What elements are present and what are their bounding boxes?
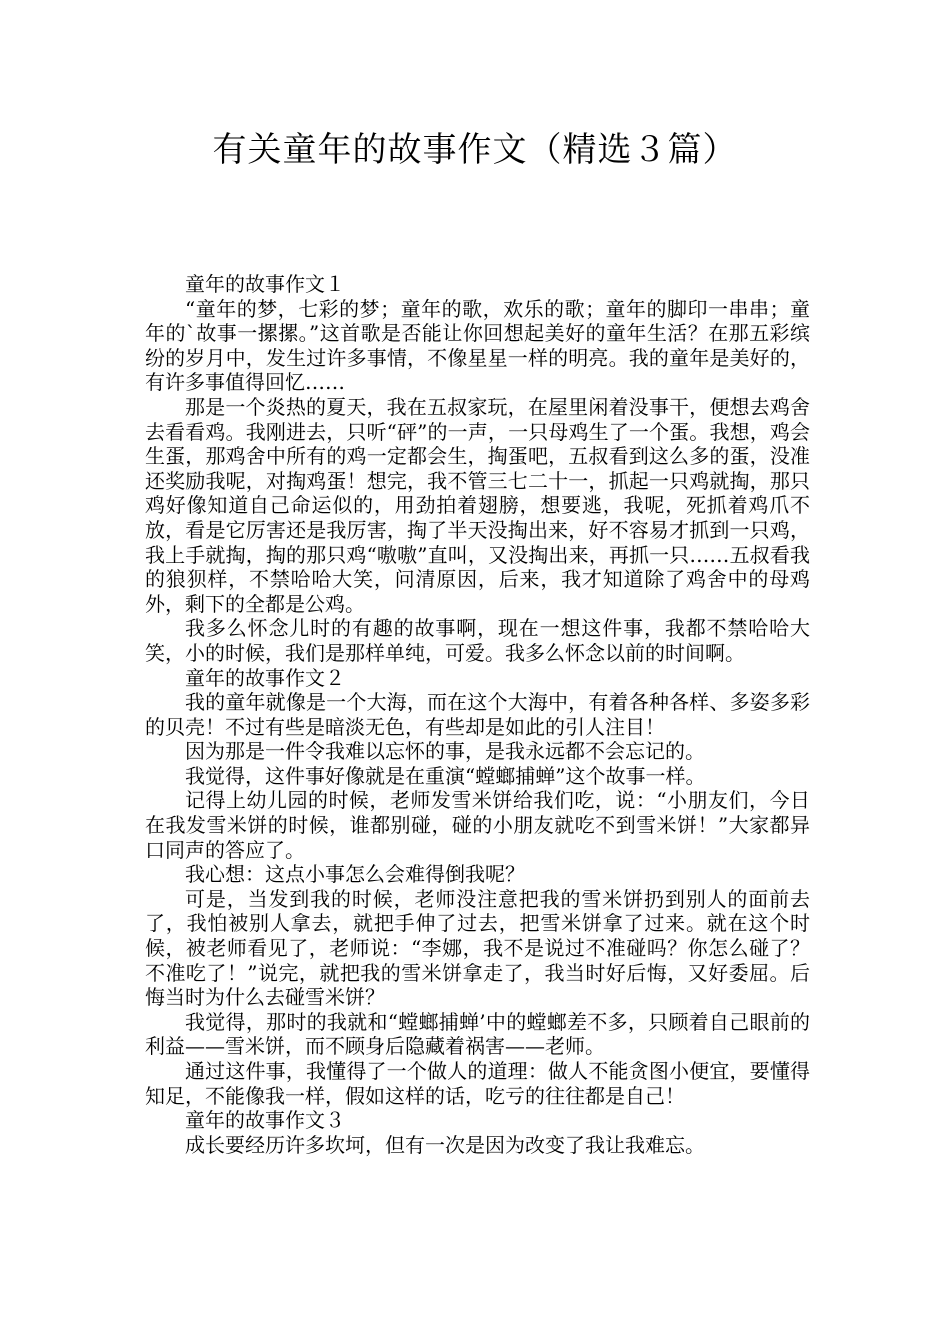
paragraph: 我的童年就像是一个大海，而在这个大海中，有着各种各样、多姿多彩的贝壳！不过有些是暗淡无色，有些却是如此的引人注目！ — [145, 690, 810, 739]
paragraph: 可是，当发到我的时候，老师没注意把我的雪米饼扔到别人的面前去了，我怕被别人拿去，就把手伸了过去，把雪米饼拿了过来。就在这个时候，被老师看见了，老师说：“李娜，我不是说过不准碰吗？你怎么碰了？不准吃了！”说完，就把我的雪米饼拿走了，我当时好后悔，又好委屈。后悔当时为什么去碰雪米饼？ — [145, 886, 810, 1010]
section-heading: 童年的故事作文３ — [185, 1108, 345, 1133]
paragraph: 我觉得，这件事好像就是在重演“螳螂捕蝉”这个故事一样。 — [185, 763, 706, 788]
section-heading: 童年的故事作文１ — [185, 272, 345, 296]
paragraph: 那是一个炎热的夏天，我在五叔家玩，在屋里闲着没事干，便想去鸡舍去看看鸡。我刚进去，只听“砰”的一声，一只母鸡生了一个蛋。我想，鸡会生蛋，那鸡舍中所有的鸡一定都会生，掏蛋吧，五叔看到这么多的蛋，没准还奖励我呢，对掏鸡蛋！想完，我不管三七二十一，抓起一只鸡就掏，那只鸡好像知道自己命运似的，用劲拍着翅膀，想要逃，我呢，死抓着鸡爪不放，看是它厉害还是我厉害，掏了半天没掏出来，好不容易才抓到一只鸡，我上手就掏，掏的那只鸡“嗷嗷”直叫，又没掏出来，再抓一只……五叔看我的狼狈样，不禁哈哈大笑，问清原因，后来，我才知道除了鸡舍中的母鸡外，剩下的全都是公鸡。 — [145, 394, 810, 616]
document-body — [145, 272, 810, 1157]
paragraph: 因为那是一件令我难以忘怀的事，是我永远都不会忘记的。 — [185, 739, 705, 764]
paragraph: 通过这件事，我懂得了一个做人的道理：做人不能贪图小便宜，要懂得知足，不能像我一样，假如这样的话，吃亏的往往都是自己！ — [145, 1059, 810, 1108]
paragraph: 我多么怀念儿时的有趣的故事啊，现在一想这件事，我都不禁哈哈大笑，小的时候，我们是那样单纯，可爱。我多么怀念以前的时间啊。 — [145, 616, 810, 665]
paragraph: “童年的梦，七彩的梦；童年的歌，欢乐的歌；童年的脚印一串串；童年的`故事一摞摞。”这首歌是否能让你回想起美好的童年生活？在那五彩缤纷的岁月中，发生过许多事情，不像星星一样的明亮。我的童年是美好的，有许多事值得回忆…… — [145, 296, 810, 395]
paragraph: 记得上幼儿园的时候，老师发雪米饼给我们吃，说：“小朋友们，今日在我发雪米饼的时候，谁都别碰，碰的小朋友就吃不到雪米饼！”大家都异口同声的答应了。 — [145, 788, 810, 862]
paragraph: 我觉得，那时的我就和“螳螂捕蝉’中的螳螂差不多，只顾着自己眼前的利益——雪米饼，而不顾身后隐藏着祸害——老师。 — [145, 1009, 810, 1059]
paragraph: 成长要经历许多坎坷，但有一次是因为改变了我让我难忘。 — [185, 1132, 705, 1157]
section-heading: 童年的故事作文２ — [185, 665, 345, 690]
paragraph: 我心想：这点小事怎么会难得倒我呢？ — [185, 862, 525, 887]
document-title: 有关童年的故事作文（精选３篇） — [212, 130, 738, 170]
